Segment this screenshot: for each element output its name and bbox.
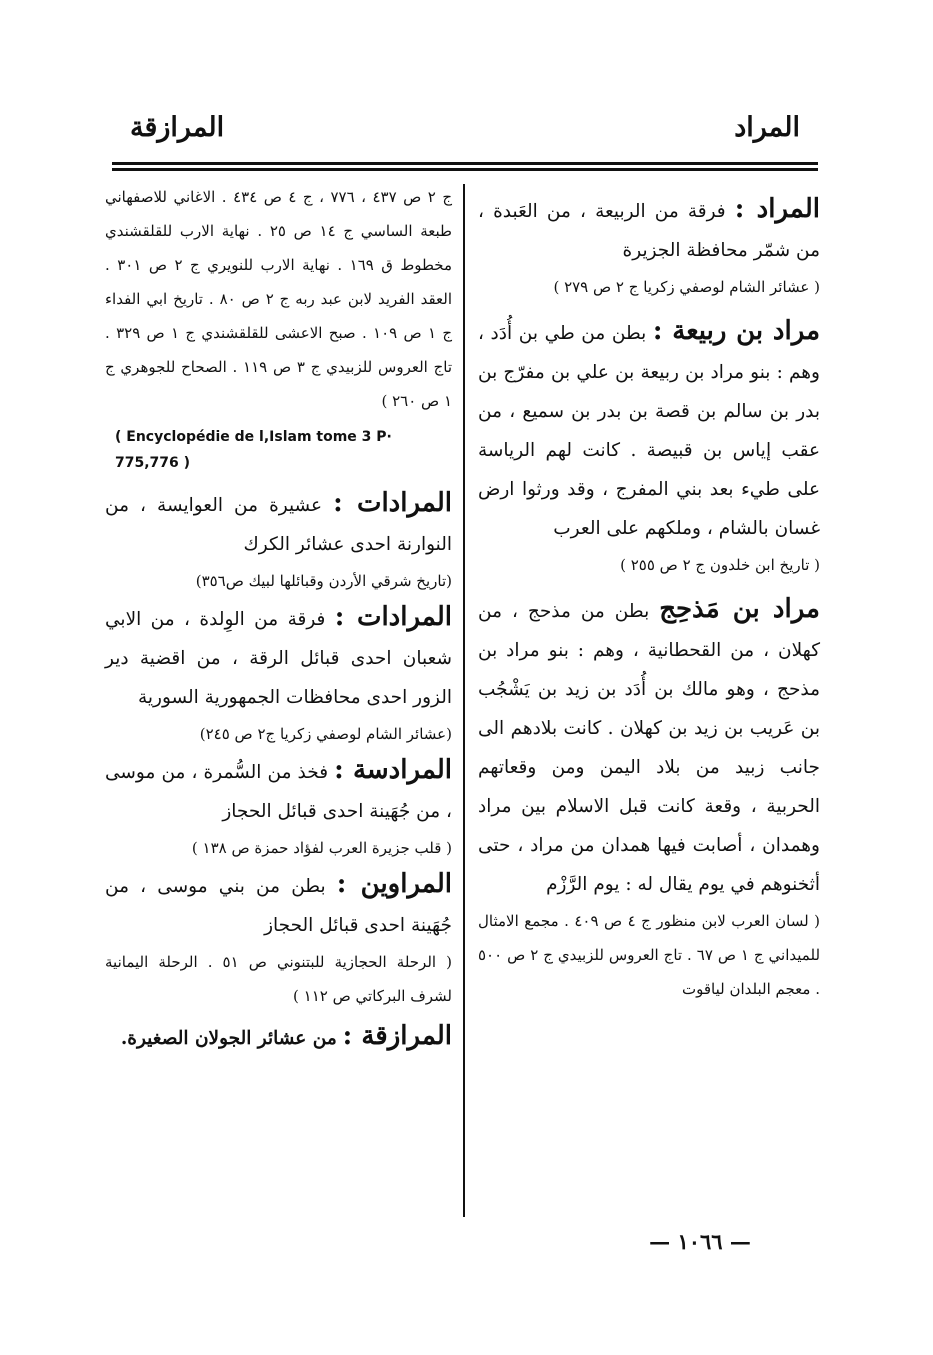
entry-al-muradisa (105, 751, 452, 831)
entry-headword: المراوين : (336, 869, 452, 899)
entry-source: (عشائر الشام لوصفي زكريا ج٢ ص ٢٤٥) (199, 725, 452, 743)
column-divider (463, 184, 465, 1217)
right-column (478, 190, 820, 1006)
entry-headword: المراد : (734, 194, 820, 224)
header-rule-top (112, 162, 818, 165)
entry-text: عشيرة من العوايسة ، من النوارنة احدى عشائر الكرك (105, 495, 452, 555)
entry-headword: مراد بن ربيعة : (652, 316, 821, 346)
continued-sources: ج ٢ ص ٤٣٧ ، ٧٧٦ ، ج ٤ ص ٤٣٤ . الاغاني للاصفهاني طبعة الساسي ج ١٤ ص ٢٥ . نهاية الارب للقلقشندي مخطوط ق ١٦٩ . نهاية الارب للنويري ج ٢ ص ٣٠١ . العقد الفريد لابن عبد ربه ج ٢ ص ٨٠ . تاريخ ابي الفداء ج ١ ص ١٠٩ . صبح الاعشى للقلقشندي ج ١ ص ٣٢٩ . تاج العروس للزبيدي ج ٣ ص ١١٩ . الصحاح للجوهري ج ١ ص ٢٦٠ ) (105, 188, 453, 410)
entry-source: ( قلب جزيرة العرب لفؤاد حمزة ص ١٣٨ ) (191, 839, 452, 857)
entry-text: بطن من مذحج ، من كهلان ، من القحطانية ، وهم : بنو مراد بن مذحج ، وهو مالك بن أُدَد بن زيد بن يَشْجُب بن عَريب بن زيد بن كهلان . كانت بلادهم الى جانب زبيد من بلاد اليمن ومن وقعاتهم الحربية ، وقعة كانت قبل الاسلام بين مراد وهمدان ، أصابت فيها همدان من مراد ، حتى أثخنوهم في يوم يقال له : يوم الرَّزْم (478, 601, 820, 895)
entry-source: ( الرحلة الحجازية للبتنوني ص ٥١ . الرحلة اليمانية لشرف البركاتي ص ١١٢ ) (105, 953, 453, 1005)
entry-al-murawin (105, 865, 452, 945)
entry-headword: مراد بن مَذحِج (659, 594, 820, 624)
page-title-right: المراد (734, 112, 800, 143)
entry-murad-bin-rabia (478, 312, 820, 548)
entry-source: ( عشائر الشام لوصفي زكريا ج ٢ ص ٢٧٩ ) (553, 278, 820, 296)
header-rule-bottom (112, 168, 818, 171)
page-title-left: المرازقة (130, 112, 225, 143)
entry-text: بطن من بني موسى ، من جُهَينة احدى قبائل الحجاز (105, 876, 452, 936)
entry-source: (تاريخ شرقي الأردن وقبائلها لبيك ص٣٥٦) (195, 572, 452, 590)
entry-headword: المرادات : (334, 602, 452, 632)
entry-al-murad (478, 190, 820, 270)
entry-murad-bin-madhhij (478, 590, 820, 904)
latin-citation: ( Encyclopédie de l,Islam tome 3 P· 775,776 ) (115, 429, 392, 471)
entry-headword: المرادات : (333, 488, 452, 518)
entry-text: بطن من طي بن أُدَد ، وهم : بنو مراد بن ربيعة بن علي بن مفرّج بن بدر بن سالم بن قصة بن بدر بن سميع ، من عقب إياس بن قبيصة . كانت لهم الرياسة على طيء بعد بني المفرج ، وقد ورثوا ارض غسان بالشام ، وملكهم على العرب (478, 323, 820, 539)
page-number: — ١٠٦٦ — (649, 1229, 751, 1254)
entry-text: فرقة من الوِلدة ، من الابي شعبان احدى قبائل الرقة ، من اقضية دير الزور احدى محافظات الجمهورية السورية (105, 609, 452, 708)
entry-text: فرقة من الربيعة ، من العَبدة ، من شمّر محافظة الجزيرة (478, 201, 820, 261)
entry-headword: المرازقة : (342, 1021, 452, 1051)
entry-al-muradat-2 (105, 598, 452, 717)
entry-al-marazqa (105, 1017, 452, 1058)
entry-source: ( لسان العرب لابن منظور ج ٤ ص ٤٠٩ . مجمع الامثال للميداني ج ١ ص ٦٧ . تاج العروس للزبيدي ج ٢ ص ٥٠٠ . معجم البلدان لياقوت (478, 912, 821, 998)
entry-text: فخذ من السُّمرة ، من موسى ، من جُهَينة احدى قبائل الحجاز (105, 762, 452, 822)
entry-headword: المرادسة : (334, 755, 453, 785)
entry-al-muradat-1 (105, 484, 452, 564)
entry-source: ( تاريخ ابن خلدون ج ٢ ص ٢٥٥ ) (620, 556, 820, 574)
entry-text: من عشائر الجولان الصغيرة. (120, 1028, 337, 1049)
left-column (105, 180, 452, 1058)
